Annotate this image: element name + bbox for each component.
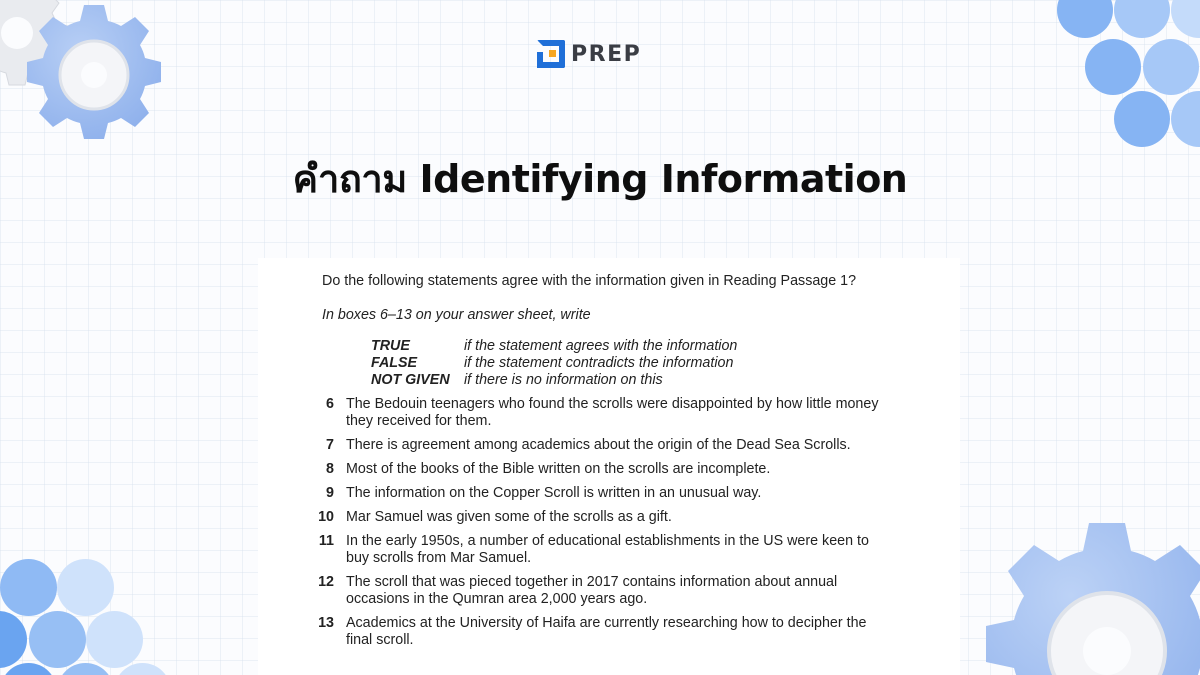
question-text: Most of the books of the Bible written on the scrolls are incomplete. — [346, 461, 771, 477]
prep-logo-icon — [537, 40, 565, 68]
legend-meaning: if there is no information on this — [464, 372, 663, 388]
gear-icon-top-left — [20, 0, 168, 155]
question-item — [314, 461, 960, 478]
question-text: Mar Samuel was given some of the scrolls as a gift. — [346, 509, 672, 525]
legend-row-not-given — [371, 372, 960, 389]
question-number: 9 — [326, 485, 334, 501]
legend-row-true — [371, 338, 960, 355]
prep-logo — [537, 40, 641, 68]
question-number: 11 — [318, 533, 334, 549]
legend-meaning: if the statement contradicts the information — [464, 355, 734, 371]
question-number: 10 — [318, 509, 334, 525]
sub-instruction-text: In boxes 6–13 on your answer sheet, write — [322, 307, 591, 323]
legend-key: FALSE — [371, 355, 418, 371]
question-document — [258, 258, 960, 675]
question-list — [314, 396, 960, 649]
gear-icon-bottom-right — [972, 516, 1200, 675]
question-text: The Bedouin teenagers who found the scrolls were disappointed by how little money they received for them. — [346, 396, 879, 429]
answer-legend — [371, 338, 960, 389]
question-number: 6 — [326, 396, 334, 412]
question-number: 13 — [318, 615, 334, 631]
brand-name: PREP — [571, 41, 642, 67]
question-item — [314, 509, 960, 526]
legend-key: TRUE — [371, 338, 410, 354]
question-item — [314, 615, 960, 649]
question-number: 7 — [326, 437, 334, 453]
question-item — [314, 437, 960, 454]
legend-meaning: if the statement agrees with the information — [464, 338, 738, 354]
question-text: There is agreement among academics about the origin of the Dead Sea Scrolls. — [346, 437, 851, 453]
question-text: Academics at the University of Haifa are currently researching how to decipher the final scroll. — [346, 615, 867, 648]
page-title: คำถาม Identifying Information — [292, 157, 908, 201]
question-item — [314, 396, 960, 430]
instruction-text: Do the following statements agree with the information given in Reading Passage 1? — [322, 273, 857, 289]
decorative-circles-top-right — [0, 0, 1200, 160]
question-item — [314, 574, 960, 608]
question-number: 8 — [326, 461, 334, 477]
question-text: In the early 1950s, a number of educational establishments in the US were keen to buy scrolls from Mar Samuel. — [346, 533, 869, 566]
question-text: The information on the Copper Scroll is written in an unusual way. — [346, 485, 762, 501]
legend-row-false — [371, 355, 960, 372]
legend-key: NOT GIVEN — [371, 372, 450, 388]
question-text: The scroll that was pieced together in 2017 contains information about annual occasions in the Qumran area 2,000 years ago. — [346, 574, 838, 607]
question-item — [314, 485, 960, 502]
question-item — [314, 533, 960, 567]
question-number: 12 — [318, 574, 334, 590]
